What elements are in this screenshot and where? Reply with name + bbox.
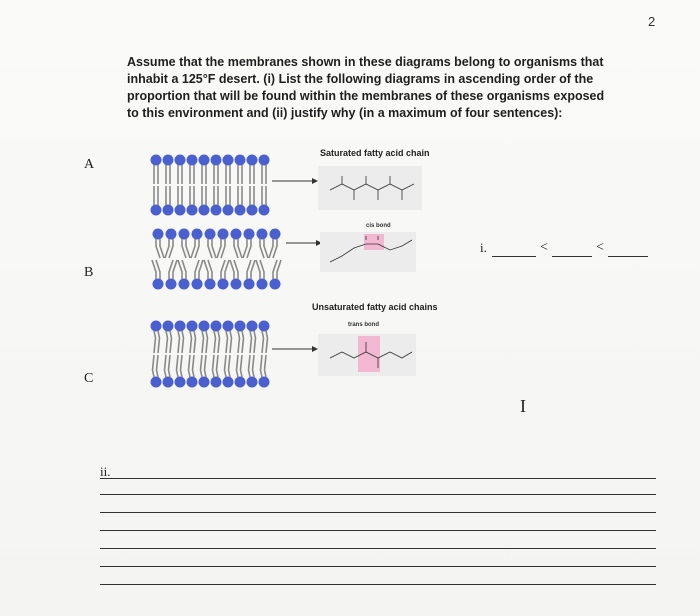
phospholipid-head <box>187 321 198 332</box>
fatty-acid-tail <box>249 331 252 377</box>
answer-blank-3[interactable] <box>608 256 648 257</box>
fatty-acid-tail <box>217 239 225 279</box>
fatty-acid-tail <box>261 331 264 377</box>
phospholipid-head <box>166 279 177 290</box>
phospholipid-head <box>163 155 174 166</box>
phospholipid-head <box>187 377 198 388</box>
fatty-acid-tail <box>205 331 208 377</box>
fatty-acid-tail <box>253 331 256 377</box>
less-than-1: < <box>540 240 548 255</box>
arrow-a <box>272 178 318 184</box>
fatty-acid-tail <box>169 331 172 377</box>
phospholipid-head <box>187 205 198 216</box>
phospholipid-head <box>179 279 190 290</box>
cis-chain-structure <box>320 232 416 272</box>
fatty-acid-tail <box>241 331 244 377</box>
phospholipid-head <box>199 377 210 388</box>
phospholipid-head <box>199 321 210 332</box>
label-cis-bond: cis bond <box>366 223 391 229</box>
phospholipid-head <box>205 229 216 240</box>
label-unsaturated: Unsaturated fatty acid chains <box>312 302 438 312</box>
answer-blank-1[interactable] <box>492 256 536 257</box>
row-label-a: A <box>84 157 95 172</box>
phospholipid-head <box>163 321 174 332</box>
phospholipid-head <box>175 205 186 216</box>
fatty-acid-tail <box>189 331 192 377</box>
label-trans-bond: trans bond <box>348 322 379 328</box>
answer-blank-2[interactable] <box>552 256 592 257</box>
phospholipid-head <box>244 279 255 290</box>
less-than-2: < <box>596 240 604 255</box>
phospholipid-head <box>270 279 281 290</box>
phospholipid-head <box>235 155 246 166</box>
phospholipid-head <box>247 321 258 332</box>
fatty-acid-tail <box>221 239 229 279</box>
fatty-acid-tail <box>234 239 242 279</box>
fatty-acid-tail <box>273 239 281 279</box>
fatty-acid-tail <box>243 239 251 279</box>
fatty-acid-tail <box>217 331 220 377</box>
justification-line-3[interactable] <box>100 512 656 513</box>
membrane-c-trans <box>151 321 270 388</box>
phospholipid-head <box>218 229 229 240</box>
phospholipid-head <box>166 229 177 240</box>
fatty-acid-tail <box>260 239 268 279</box>
phospholipid-head <box>218 279 229 290</box>
phospholipid-head <box>199 205 210 216</box>
fatty-acid-tail <box>247 239 255 279</box>
phospholipid-head <box>151 377 162 388</box>
fatty-acid-tail <box>156 239 164 279</box>
fatty-acid-tail <box>157 331 160 377</box>
fatty-acid-tail <box>225 331 228 377</box>
fatty-acid-tail <box>208 239 216 279</box>
phospholipid-head <box>235 321 246 332</box>
phospholipid-head <box>247 205 258 216</box>
question-text: Assume that the membranes shown in these diagrams belong to organisms that inhabit a 125°F desert. (i) List the following diagrams in ascending order of the proportion that will be found within the membranes of these organisms exposed to this environment and (ii) justify why (in a maximum of four sentences): <box>127 55 605 120</box>
phospholipid-head <box>192 279 203 290</box>
fatty-acid-tail <box>169 239 177 279</box>
fatty-acid-tail <box>178 239 186 279</box>
phospholipid-head <box>270 229 281 240</box>
fatty-acid-tail <box>256 239 264 279</box>
label-saturated: Saturated fatty acid chain <box>320 148 430 158</box>
phospholipid-head <box>163 205 174 216</box>
fatty-acid-tail <box>165 331 168 377</box>
fatty-acid-tail <box>229 331 232 377</box>
saturated-chain-structure <box>318 166 422 210</box>
fatty-acid-tail <box>181 331 184 377</box>
row-label-c: C <box>84 371 94 386</box>
justification-line-6[interactable] <box>100 566 656 567</box>
phospholipid-head <box>244 229 255 240</box>
phospholipid-head <box>259 205 270 216</box>
phospholipid-head <box>235 205 246 216</box>
phospholipid-head <box>259 321 270 332</box>
phospholipid-head <box>223 377 234 388</box>
fatty-acid-tail <box>177 331 180 377</box>
phospholipid-head <box>179 229 190 240</box>
fatty-acid-tail <box>265 331 268 377</box>
text-cursor-icon: I <box>520 396 526 416</box>
phospholipid-head <box>151 205 162 216</box>
justification-line-1[interactable] <box>100 478 656 479</box>
phospholipid-head <box>205 279 216 290</box>
phospholipid-head <box>153 279 164 290</box>
justification-line-2[interactable] <box>100 494 656 495</box>
membrane-b-cis <box>152 229 281 290</box>
fatty-acid-tail <box>152 239 160 279</box>
phospholipid-head <box>223 205 234 216</box>
justification-line-5[interactable] <box>100 548 656 549</box>
phospholipid-head <box>223 321 234 332</box>
phospholipid-head <box>235 377 246 388</box>
fatty-acid-tail <box>269 239 277 279</box>
fatty-acid-tail <box>204 239 212 279</box>
phospholipid-head <box>223 155 234 166</box>
fatty-acid-tail <box>182 239 190 279</box>
phospholipid-head <box>259 155 270 166</box>
phospholipid-head <box>247 155 258 166</box>
arrow-c <box>272 346 318 352</box>
fatty-acid-tail <box>230 239 238 279</box>
phospholipid-head <box>259 377 270 388</box>
fatty-acid-tail <box>213 331 216 377</box>
phospholipid-head <box>231 229 242 240</box>
part-ii-label: ii. <box>100 464 111 479</box>
fatty-acid-tail <box>153 331 156 377</box>
phospholipid-head <box>163 377 174 388</box>
phospholipid-head <box>192 229 203 240</box>
phospholipid-head <box>257 279 268 290</box>
row-label-b: B <box>84 265 94 280</box>
trans-chain-structure <box>318 334 416 376</box>
fatty-acid-tail <box>165 239 173 279</box>
membrane-a-saturated <box>151 155 270 216</box>
phospholipid-head <box>151 155 162 166</box>
phospholipid-head <box>211 155 222 166</box>
fatty-acid-tail <box>191 239 199 279</box>
fatty-acid-tail <box>201 331 204 377</box>
phospholipid-head <box>257 229 268 240</box>
justification-line-4[interactable] <box>100 530 656 531</box>
fatty-acid-tail <box>195 239 203 279</box>
phospholipid-head <box>211 377 222 388</box>
justification-line-7[interactable] <box>100 584 656 585</box>
phospholipid-head <box>175 321 186 332</box>
arrow-b <box>286 240 322 246</box>
fatty-acid-tail <box>237 331 240 377</box>
part-i-label: i. <box>480 240 487 255</box>
phospholipid-head <box>151 321 162 332</box>
phospholipid-head <box>187 155 198 166</box>
page-number: 2 <box>648 14 656 29</box>
phospholipid-head <box>247 377 258 388</box>
fatty-acid-tail <box>193 331 196 377</box>
phospholipid-head <box>175 155 186 166</box>
phospholipid-head <box>199 155 210 166</box>
phospholipid-head <box>211 321 222 332</box>
phospholipid-head <box>153 229 164 240</box>
phospholipid-head <box>211 205 222 216</box>
phospholipid-head <box>175 377 186 388</box>
phospholipid-head <box>231 279 242 290</box>
